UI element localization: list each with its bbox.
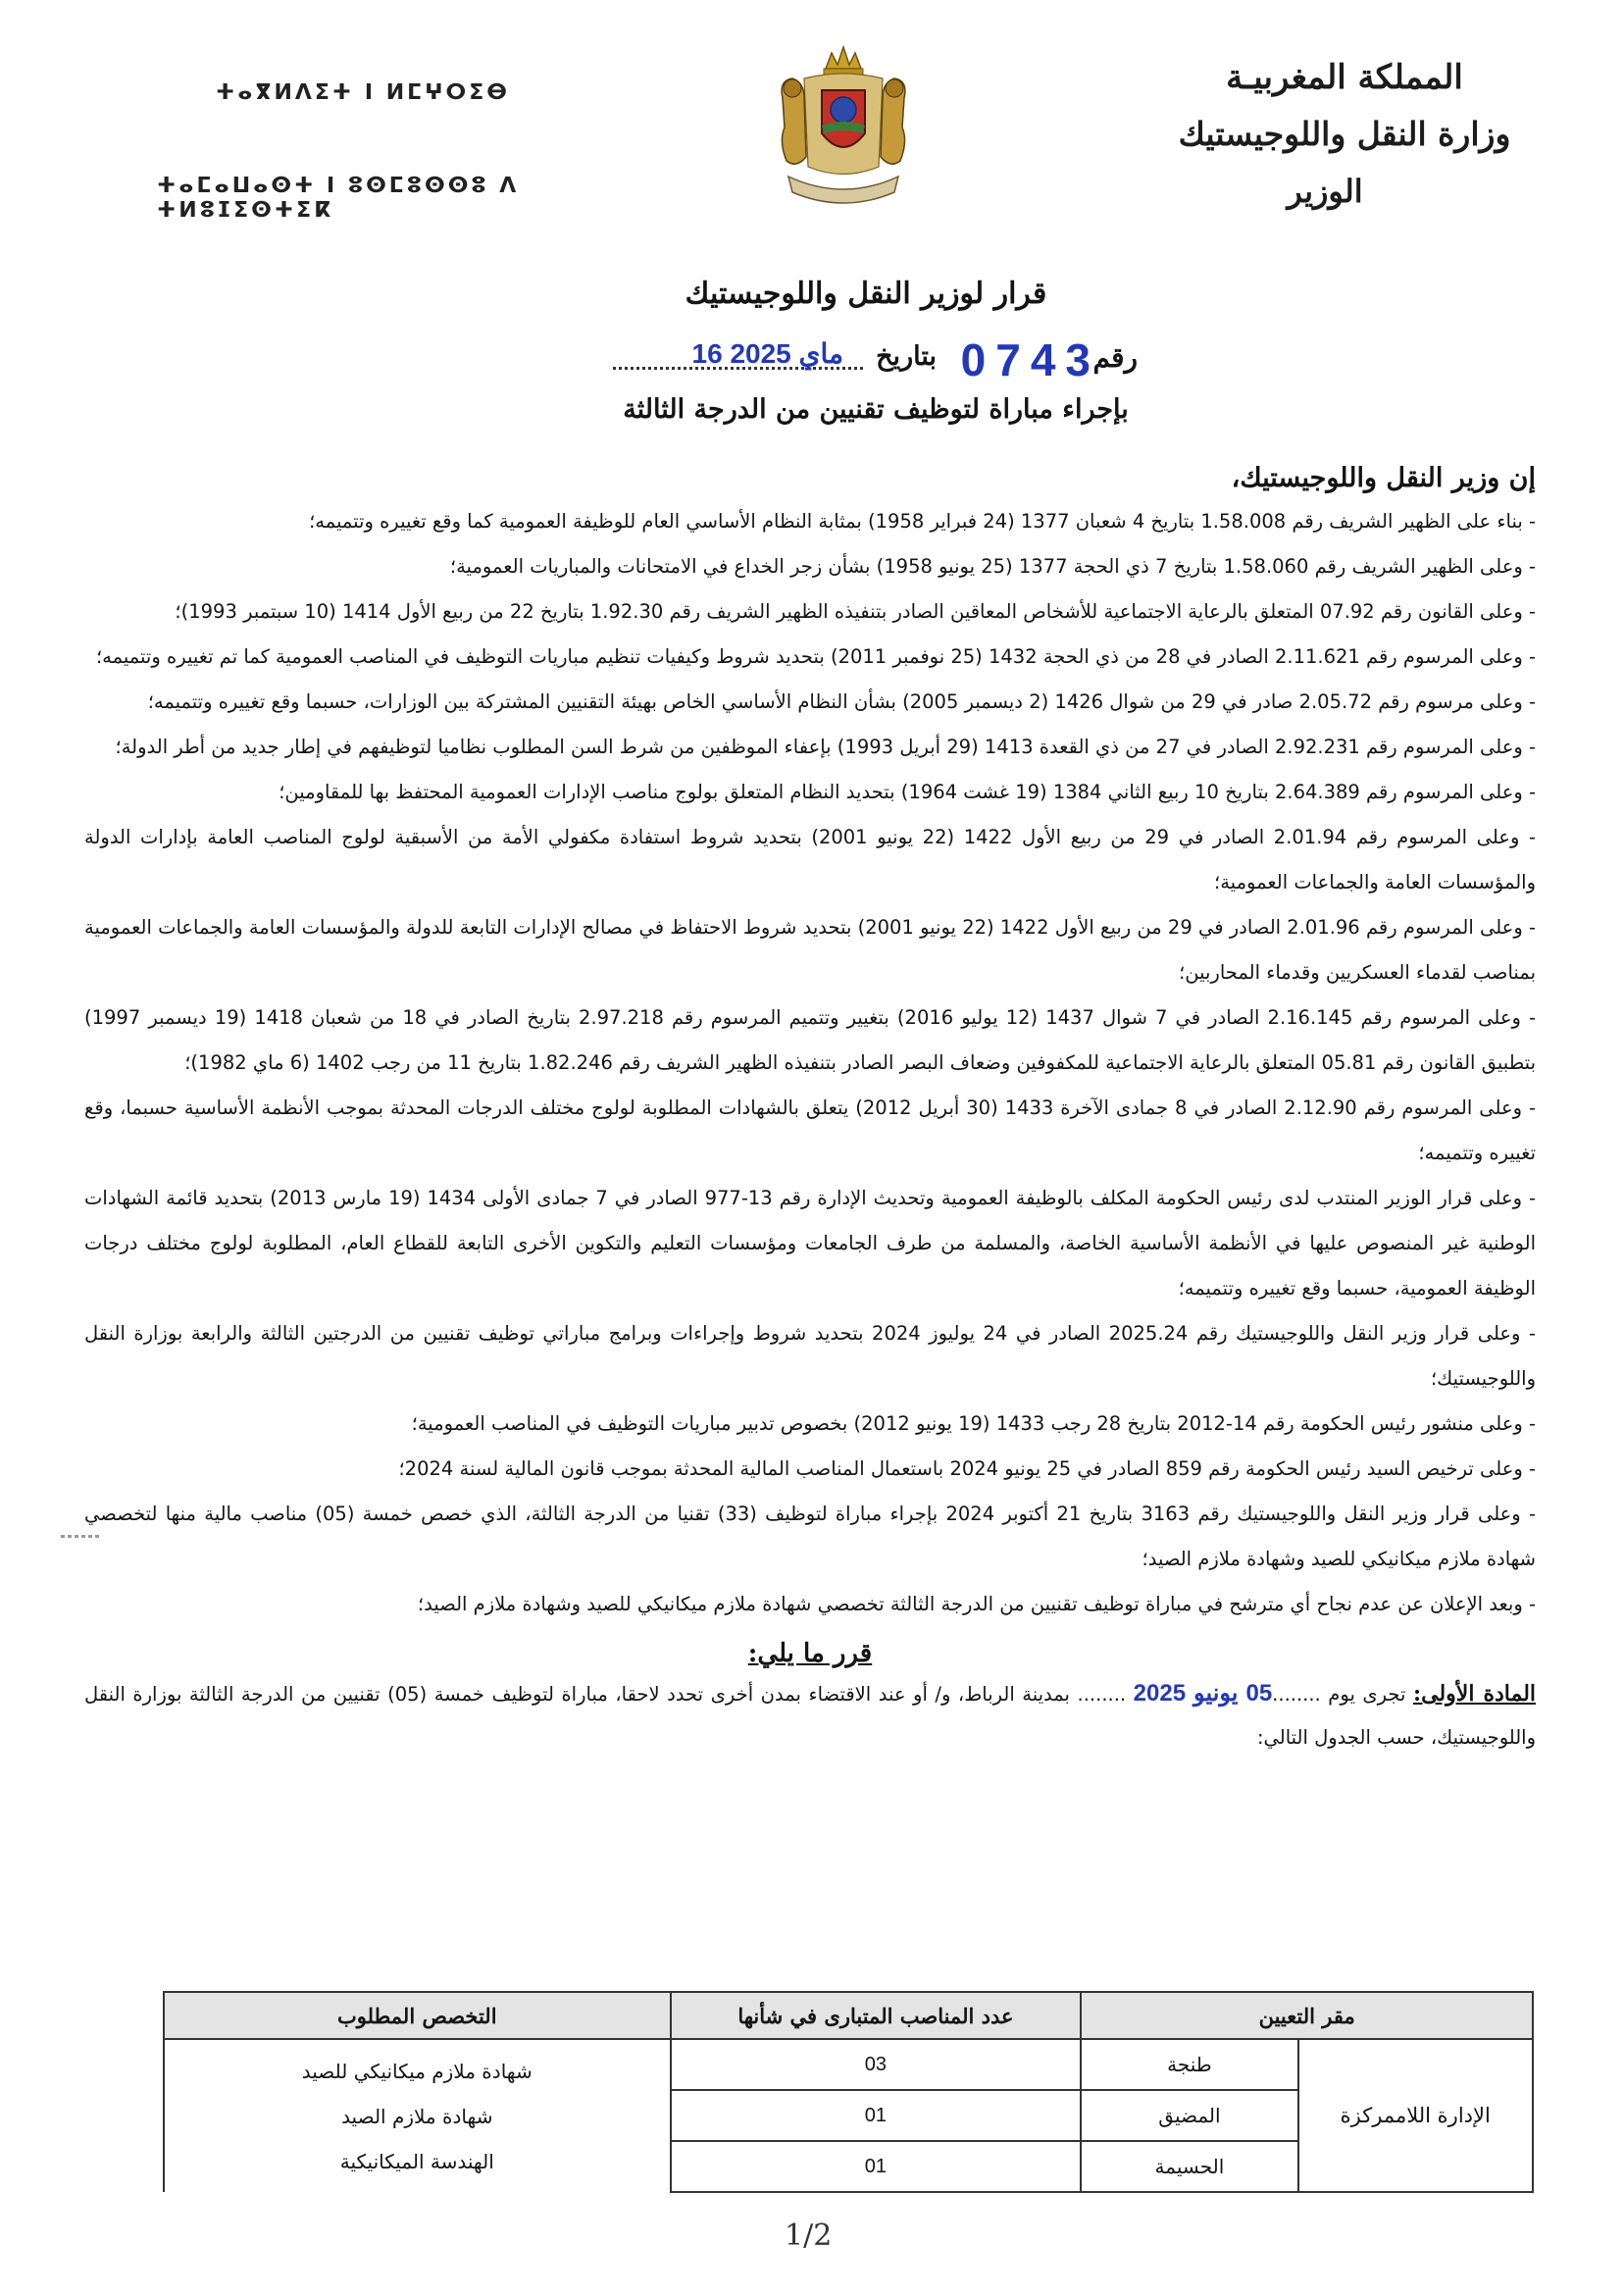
specialty-item: شهادة ملازم ميكانيكي للصيد xyxy=(301,2059,533,2083)
table-row xyxy=(164,2039,1533,2090)
decides-heading xyxy=(84,1639,1536,1668)
visa-item: - وعلى المرسوم رقم 2.12.90 الصادر في 8 جمادى الآخرة 1433 (30 أبريل 2012) يتعلق بالشهادات المطلوبة لولوج مختلف الدرجات المحدثة بموجب الأنظمة الأساسية حسبما، وقع تغييره وتتميمه؛ xyxy=(84,1096,1537,1164)
visa-item: - وعلى القانون رقم 07.92 المتعلق بالرعاية الاجتماعية للأشخاص المعاقين الصادر بتنفيذه الظهير الشريف رقم 1.92.30 بتاريخ 22 من ربيع الأول 1414 (10 سبتمبر 1993)؛ xyxy=(175,600,1536,623)
tifinagh-kingdom: ⵜⴰⴳⵍⴷⵉⵜ ⵏ ⵍⵎⵖⵔⵉⴱ xyxy=(216,80,511,105)
administration-cell: الإدارة اللاممركزة xyxy=(1298,2040,1533,2191)
visa-item: - وعلى منشور رئيس الحكومة رقم 14-2012 بتاريخ 28 رجب 1433 (19 يونيو 2012) بخصوص تدبير مباريات التوظيف في المناصب العمومية؛ xyxy=(411,1412,1536,1435)
table-header-row xyxy=(164,1992,1533,2039)
decision-title: قرار لوزير النقل واللوجيستيك xyxy=(685,277,1047,311)
decides-label: قرر ما يلي: xyxy=(747,1639,873,1668)
posts-table xyxy=(163,1991,1534,2193)
col-header-specialty: التخصص المطلوب xyxy=(164,1992,671,2039)
visa-item: - وعلى المرسوم رقم 2.01.96 الصادر في 29 من ربيع الأول 1422 (22 يونيو 2001) بتحديد شروط الاحتفاظ في مصالح الإدارات التابعة للدولة والمؤسسات العامة والجماعات العمومية بمناصب لقدماء العسكريين وقدماء المحاربين؛ xyxy=(84,916,1536,984)
tifinagh-ministry: ⵜⴰⵎⴰⵡⴰⵙⵜ ⵏ ⵓⵙⵎⵓⵙⵙⵓ ⴷ ⵜⵍⵓⵊⵉⵙⵜⵉⴽ xyxy=(157,174,520,223)
visa-item: - وعلى قرار وزير النقل واللوجيستيك رقم 3163 بتاريخ 21 أكتوبر 2024 بإجراء مباراة لتوظيف (33) تقنيا من الدرجة الثالثة، الذي خصص خمسة (05) مناصب مالية منها لتخصصي شهادة ملازم ميكانيكي للصيد وشهادة ملازم الصيد؛ xyxy=(84,1503,1536,1570)
visa-item: - وبعد الإعلان عن عدم نجاح أي مترشح في مباراة توظيف تقنيين من الدرجة الثالثة تخصصي شهادة ملازم ميكانيكي للصيد وشهادة ملازم الصيد؛ xyxy=(417,1593,1536,1615)
decision-number-line xyxy=(588,333,1138,388)
count-cell: 03 xyxy=(671,2039,1082,2090)
visa-item: - وعلى المرسوم رقم 2.92.231 الصادر في 27 من ذي القعدة 1413 (29 أبريل 1993) بإعفاء الموظفين من شرط السن المطلوب نظاميا لتوظيفهم في إطار جديد من أطر الدولة؛ xyxy=(115,736,1536,758)
visa-item: - وعلى الظهير الشريف رقم 1.58.060 بتاريخ 7 ذي الحجة 1377 (25 يونيو 1958) بشأن زجر الخداع في الامتحانات والمباريات العمومية؛ xyxy=(449,555,1536,578)
page-number: 1/2 xyxy=(785,2218,833,2253)
article-1-text: ........ بمدينة الرباط، و/ أو عند الاقتضاء بمدن أخرى تحدد لاحقا، مباراة لتوظيف خمسة (05) تقنيين من الدرجة الثالثة بوزارة النقل واللوجيستيك، حسب الجدول التالي: xyxy=(84,1683,1536,1749)
coat-of-arms-icon xyxy=(765,39,922,211)
city-cell: المضيق xyxy=(1082,2090,1297,2141)
visa-item: - بناء على الظهير الشريف رقم 1.58.008 بتاريخ 4 شعبان 1377 (24 فبراير 1958) بمثابة النظام الأساسي العام للوظيفة العمومية كما وقع تغييره وتتميمه؛ xyxy=(309,510,1536,533)
visa-item: - وعلى ترخيص السيد رئيس الحكومة رقم 859 الصادر في 25 يونيو 2024 باستعمال المناصب المالية المحدثة بموجب قانون المالية لسنة 2024؛ xyxy=(398,1457,1536,1480)
specialty-cell xyxy=(164,2039,671,2192)
letterhead-tifinagh xyxy=(147,80,559,223)
number-label: رقم xyxy=(1092,341,1138,374)
article-1 xyxy=(84,1672,1536,1759)
city-cell: طنجة xyxy=(1082,2040,1297,2090)
visa-item: - وعلى المرسوم رقم 2.01.94 الصادر في 29 من ربيع الأول 1422 (22 يونيو 2001) بتحديد شروط استفادة مكفولي الأمة من الأسبقية لولوج المناصب العامة بإدارات الدولة والمؤسسات العامة والجماعات العمومية؛ xyxy=(84,826,1536,893)
office-name: الوزير xyxy=(1287,173,1363,210)
visa-list xyxy=(84,499,1536,1627)
kingdom-name: المملكة المغربيـة xyxy=(1226,58,1463,97)
visa-item: - وعلى المرسوم رقم 2.64.389 بتاريخ 10 ربيع الثاني 1384 (19 غشت 1964) بتحديد النظام المتعلق بولوج مناصب الإدارات العمومية المحتفظ بها للمقاومين؛ xyxy=(279,781,1536,803)
specialty-item: الهندسة الميكانيكية xyxy=(339,2149,494,2173)
article-1-pre: تجرى يوم ........ xyxy=(1272,1683,1413,1706)
visa-item: - وعلى المرسوم رقم 2.11.621 الصادر في 28 من ذي الحجة 1432 (25 نوفمبر 2011) بتحديد شروط وكيفيات تنظيم مباريات التوظيف في المناصب العمومية كما تم تغييره وتتميمه؛ xyxy=(95,645,1536,668)
decision-number-stamp: 0743 xyxy=(960,334,1100,385)
decision-body xyxy=(84,463,1536,1759)
article-1-date-stamp: 05 يونيو 2025 xyxy=(1133,1680,1273,1707)
col-header-count: عدد المناصب المتبارى في شأنها xyxy=(671,1992,1082,2039)
visa-item: - وعلى قرار وزير النقل واللوجيستيك رقم 2025.24 الصادر في 24 يوليوز 2024 بتحديد شروط وإجراءات وبرامج مباراتي توظيف تقنيين من الدرجتين الثالثة والرابعة بوزارة النقل واللوجيستيك؛ xyxy=(84,1322,1536,1390)
ministry-name: وزارة النقل واللوجيستيك xyxy=(1178,115,1511,153)
col-header-location: مقر التعيين xyxy=(1081,1992,1533,2039)
location-cell xyxy=(1081,2039,1533,2192)
decision-date-stamp: 16 ماي 2025 xyxy=(691,338,843,369)
decision-subject: بإجراء مباراة لتوظيف تقنيين من الدرجة الثالثة xyxy=(623,394,1129,425)
count-cell: 01 xyxy=(671,2090,1082,2141)
visa-item: - وعلى المرسوم رقم 2.16.145 الصادر في 7 شوال 1437 (12 يوليو 2016) بتغيير وتتميم المرسوم رقم 2.97.218 بتاريخ الصادر في 18 من شعبان 1418 (19 ديسمبر 1997) بتطبيق القانون رقم 05.81 المتعلق بالرعاية الاجتماعية للمكفوفين وضعاف البصر الصادر بتنفيذه الظهير الشريف رقم 1.82.246 بتاريخ 11 من رجب 1402 (6 ماي 1982)؛ xyxy=(84,1006,1537,1074)
minister-heading: إن وزير النقل واللوجيستيك، xyxy=(1231,463,1536,493)
visa-item: - وعلى مرسوم رقم 2.05.72 صادر في 29 من شوال 1426 (2 ديسمبر 2005) بشأن النظام الأساسي الخاص بهيئة التقنيين المشتركة بين الوزارات، حسبما وقع تغييره وتتميمه؛ xyxy=(147,690,1536,713)
visa-item: - وعلى قرار الوزير المنتدب لدى رئيس الحكومة المكلف بالوظيفة العمومية وتحديث الإدارة رقم 13-977 الصادر في 7 جمادى الأولى 1434 (19 مارس 2013) بتحديد قائمة الشهادات الوطنية غير المنصوص عليها في الأنظمة الأساسية الخاصة، والمسلمة من طرف الجامعات ومؤسسات التعليم والتكوين الأخرى التابعة للقطاع العام، المطلوبة لولوج مختلف درجات الوظيفة العمومية، حسبما وقع تغييره وتتميمه؛ xyxy=(84,1187,1536,1300)
date-label: بتاريخ xyxy=(876,341,937,372)
location-subtable xyxy=(1082,2040,1532,2191)
specialty-item: شهادة ملازم الصيد xyxy=(341,2104,493,2128)
letterhead-arabic xyxy=(1158,58,1531,210)
count-cell: 01 xyxy=(671,2141,1082,2192)
article-1-label: المادة الأولى: xyxy=(1413,1681,1537,1707)
city-cell: الحسيمة xyxy=(1154,2155,1225,2178)
margin-mark xyxy=(61,1535,100,1538)
